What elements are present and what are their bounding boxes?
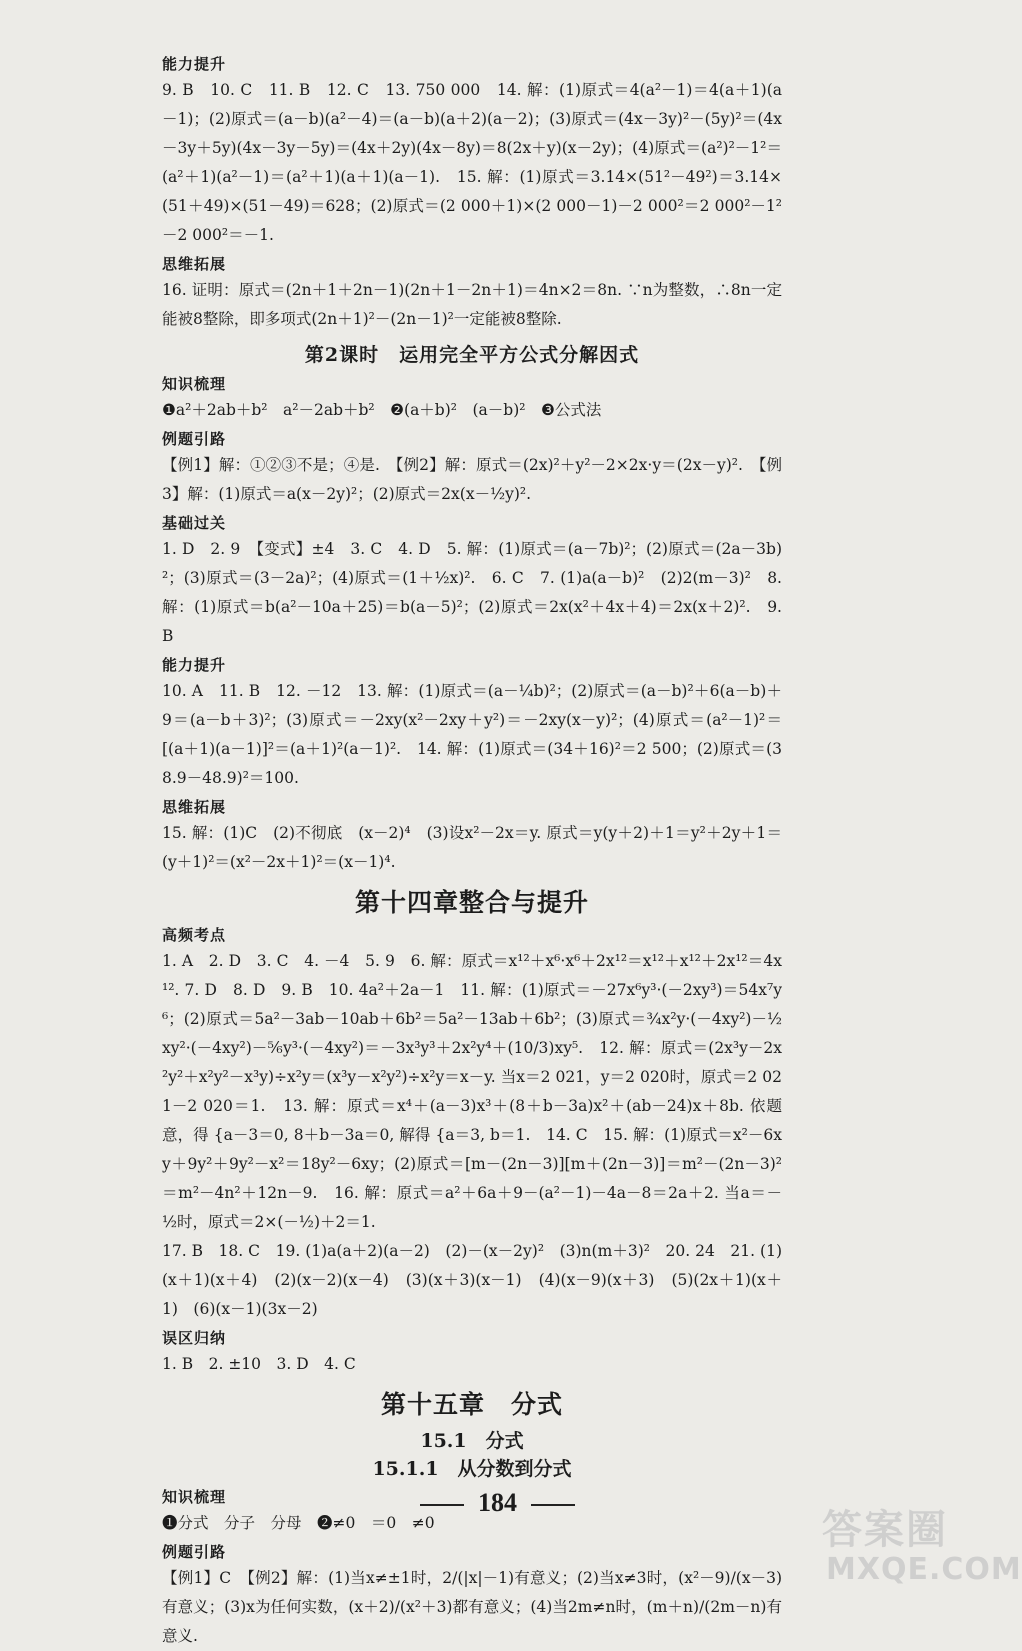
page-number-text: 184 [478, 1488, 517, 1517]
subsection-title: 15.1 分式 [420, 1430, 524, 1452]
answer-content [162, 50, 782, 1651]
watermark-logo [810, 1498, 1022, 1594]
section-heading: 误区归纳 [162, 1329, 227, 1347]
subsection-title: 15.1.1 从分数到分式 [372, 1458, 572, 1480]
section-heading: 例题引路 [162, 430, 227, 448]
answer-paragraph: 16. 证明：原式＝(2n＋1＋2n－1)(2n＋1－2n＋1)＝4n×2＝8n. ∵n为整数，∴8n一定能被8整除，即多项式(2n＋1)²－(2n－1)²一定能被8整除. [162, 281, 782, 328]
answer-paragraph: ❶a²＋2ab＋b² a²－2ab＋b² ❷(a＋b)² (a－b)² ❸公式法 [162, 401, 602, 419]
section-heading: 思维拓展 [162, 798, 227, 816]
answer-paragraph: 1. A 2. D 3. C 4. －4 5. 9 6. 解：原式＝x¹²＋x⁶·x⁶＋2x¹²＝x¹²＋x¹²＋2x¹²＝4x¹². 7. D 8. D 9. B 10. 4a²＋2a－1 11. 解：(1)原式＝－27x⁶y³·(－2xy³)＝54x⁷y⁶；(2)原式＝5a²－3ab－10ab＋6b²＝5a²－13ab＋6b²；(3)原式＝¾x²y·(－4xy²)－½xy²·(－4xy²)－⅚y³·(－4xy²)＝－3x³y³＋2x²y⁴＋(10/3)xy⁵. 12. 解：原式＝(2x³y－2x²y²＋x²y²－x³y)÷x²y＝(x³y－x²y²)÷x²y＝x－y. 当x＝2 021，y＝2 020时，原式＝2 021－2 020＝1. 13. 解：原式＝x⁴＋(a－3)x³＋(8＋b－3a)x²＋(ab－24)x＋8b. 依题意，得 {a－3＝0, 8＋b－3a＝0, 解得 {a＝3, b＝1. 14. C 15. 解：(1)原式＝x²－6xy＋9y²＋9y²－x²＝18y²－6xy；(2)原式＝[m－(2n－3)][m＋(2n－3)]＝m²－(2n－3)²＝m²－4n²＋12n－9. 16. 解：原式＝a²＋6a＋9－(a²－1)－4a－8＝2a＋2. 当a＝－½时，原式＝2×(－½)＋2＝1. [162, 952, 782, 1231]
answer-paragraph: 9. B 10. C 11. B 12. C 13. 750 000 14. 解：(1)原式＝4(a²－1)＝4(a＋1)(a－1)；(2)原式＝(a－b)(a²－4)＝(a－b)(a＋2)(a－2)；(3)原式＝(4x－3y)²－(5y)²＝(4x－3y＋5y)(4x－3y－5y)＝(4x＋2y)(4x－8y)＝8(2x＋y)(x－2y)；(4)原式＝(a²)²－1²＝(a²＋1)(a²－1)＝(a²＋1)(a＋1)(a－1). 15. 解：(1)原式＝3.14×(51²－49²)＝3.14×(51＋49)×(51－49)＝628；(2)原式＝(2 000＋1)×(2 000－1)－2 000²＝2 000²－1²－2 000²＝－1. [162, 81, 782, 244]
watermark-text: 答案圈 [822, 1507, 948, 1553]
answer-paragraph: 1. D 2. 9 【变式】±4 3. C 4. D 5. 解：(1)原式＝(a－7b)²；(2)原式＝(2a－3b)²；(3)原式＝(3－2a)²；(4)原式＝(1＋½x)². 6. C 7. (1)a(a－b)² (2)2(m－3)² 8. 解：(1)原式＝b(a²－10a＋25)＝b(a－5)²；(2)原式＝2x(x²＋4x＋4)＝2x(x＋2)². 9. B [162, 540, 782, 645]
answer-paragraph: ❶分式 分子 分母 ❷≠0 ＝0 ≠0 [162, 1514, 435, 1532]
page-number-dash-left [420, 1504, 464, 1506]
answer-paragraph: 【例1】解：①②③不是；④是. 【例2】解：原式＝(2x)²＋y²－2×2x·y＝(2x－y)². 【例3】解：(1)原式＝a(x－2y)²；(2)原式＝2x(x－½y)². [162, 456, 782, 503]
answer-paragraph: 17. B 18. C 19. (1)a(a＋2)(a－2) (2)－(x－2y)² (3)n(m＋3)² 20. 24 21. (1)(x＋1)(x＋4) (2)(x－2)(x－4) (3)(x＋3)(x－1) (4)(x－9)(x＋3) (5)(2x＋1)(x＋1) (6)(x－1)(3x－2) [162, 1242, 782, 1318]
lesson-title: 第2课时 运用完全平方公式分解因式 [304, 344, 640, 366]
section-heading: 能力提升 [162, 55, 227, 73]
chapter-title: 第十五章 分式 [380, 1390, 563, 1419]
section-heading: 基础过关 [162, 514, 227, 532]
watermark-domain: MXQE.COM [826, 1552, 1022, 1587]
chapter-title: 第十四章整合与提升 [354, 888, 589, 917]
section-heading: 例题引路 [162, 1543, 227, 1561]
section-heading: 高频考点 [162, 926, 227, 944]
section-heading: 知识梳理 [162, 1488, 227, 1506]
section-heading: 思维拓展 [162, 255, 227, 273]
section-heading: 能力提升 [162, 656, 227, 674]
answer-paragraph: 【例1】C 【例2】解：(1)当x≠±1时，2/(|x|－1)有意义；(2)当x≠3时，(x²－9)/(x－3)有意义；(3)x为任何实数，(x＋2)/(x²＋3)都有意义；(4)当2m≠n时，(m＋n)/(2m－n)有意义. [162, 1569, 782, 1645]
page-number-dash-right [531, 1504, 575, 1506]
answer-paragraph: 10. A 11. B 12. －12 13. 解：(1)原式＝(a－¼b)²；(2)原式＝(a－b)²＋6(a－b)＋9＝(a－b＋3)²；(3)原式＝－2xy(x²－2xy＋y²)＝－2xy(x－y)²；(4)原式＝(a²－1)²＝[(a＋1)(a－1)]²＝(a＋1)²(a－1)². 14. 解：(1)原式＝(34＋16)²＝2 500；(2)原式＝(38.9－48.9)²＝100. [162, 682, 782, 787]
answer-paragraph: 1. B 2. ±10 3. D 4. C [162, 1355, 356, 1373]
section-heading: 知识梳理 [162, 375, 227, 393]
answer-paragraph: 15. 解：(1)C (2)不彻底 (x－2)⁴ (3)设x²－2x＝y. 原式＝y(y＋2)＋1＝y²＋2y＋1＝(y＋1)²＝(x²－2x＋1)²＝(x－1)⁴. [162, 824, 782, 871]
